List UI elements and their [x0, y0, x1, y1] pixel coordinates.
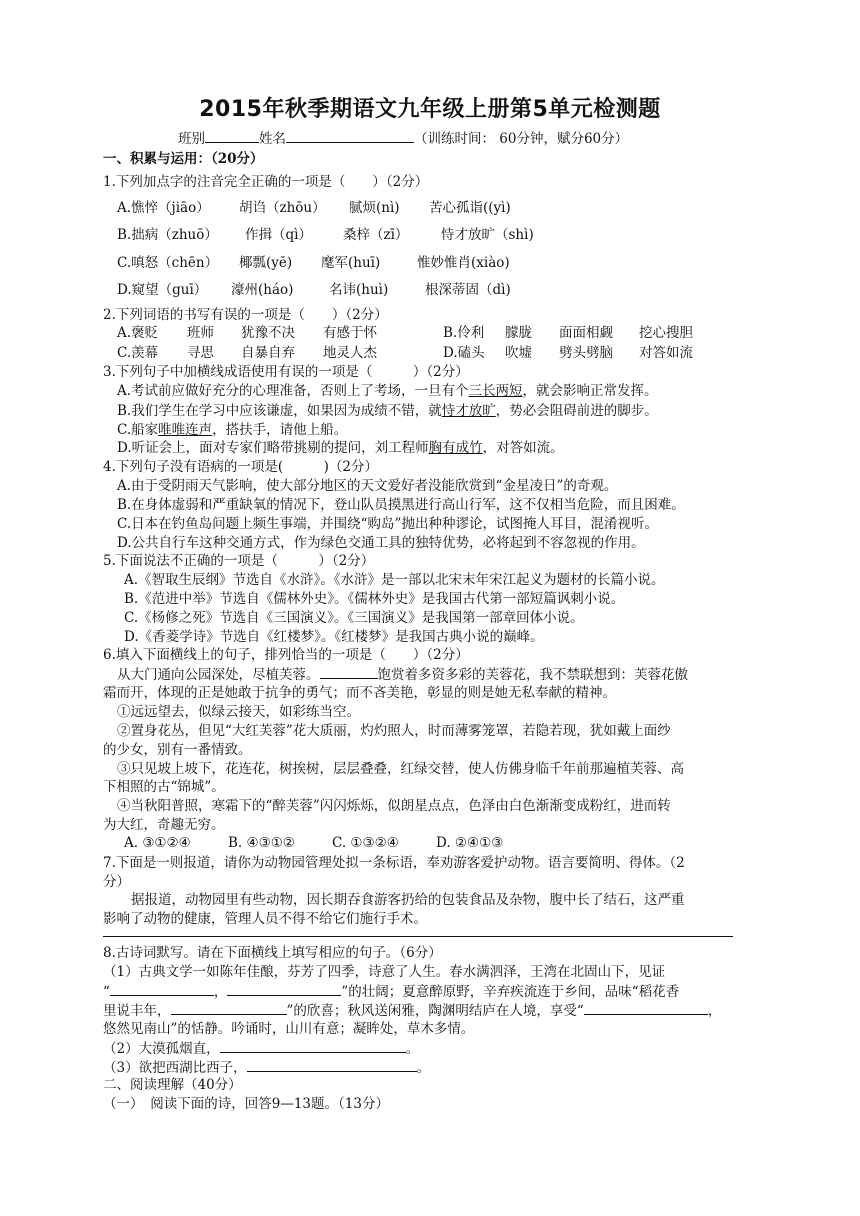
q8-blank-6[interactable]: [247, 1057, 417, 1072]
name-blank[interactable]: [286, 128, 414, 143]
q6-stem: 6.填入下面横线上的句子，排列恰当的一项是（ ）（2分）: [103, 647, 469, 663]
q6-sentence-4a: ④当秋阳普照，寒霜下的“醉芙蓉”闪闪烁烁，似朗星点点，色泽由白色渐渐变成粉红，进而转: [117, 798, 671, 814]
q2-stem: 2.下列词语的书写有误的一项是（ ）（2分）: [103, 307, 388, 323]
q4-option-b: B.在身体虚弱和严重缺氧的情况下，登山队员摸黑进行高山行军，这不仅相当危险，而且困难。: [117, 497, 685, 513]
q1-c-1: C.嗔怒（chēn）: [117, 255, 219, 271]
q3-option-c: C.船家唯唯连声，搭扶手，请他上船。: [117, 422, 348, 438]
q1-b-4: 恃才放旷（shì): [441, 227, 534, 243]
q1-b-3: 桑梓（zī）: [343, 227, 409, 243]
q7-stem-line1: 7.下面是一则报道，请你为动物园管理处拟一条标语，奉劝游客爱护动物。语言要简明、得体。（2: [103, 855, 685, 871]
q1-c-2: 椰瓢(yē): [239, 255, 293, 271]
q1-option-c: [117, 253, 510, 273]
q8-blank-2[interactable]: [227, 981, 341, 996]
class-label: 班别: [178, 131, 205, 147]
q1-stem: 1.下列加点字的注音完全正确的一项是（ ）（2分）: [103, 174, 429, 190]
q5-stem: 5.下面说法不正确的一项是（ ）（2分）: [103, 553, 375, 569]
q6-para-line1: 从大门通向公园深处，尽植芙蓉。 饱赏着多资多彩的芙蓉花，我不禁联想到：芙蓉花傲: [117, 664, 688, 685]
q8-blank-3[interactable]: [171, 1000, 287, 1015]
q8-line3: 里说丰年， ”的欣喜；秋风送闲雅，陶渊明结庐在人境，享受“ ，: [103, 1000, 721, 1021]
q5-option-d: D.《香菱学诗》节选自《红楼梦》。《红楼梦》是我国古典小说的巅峰。: [124, 629, 544, 645]
section1-heading: 一、积累与运用：（20分）: [103, 151, 264, 167]
q1-b-1: B.拙病（zhuō）: [117, 227, 218, 243]
q1-option-a: [117, 198, 511, 218]
q3-option-b: B.我们学生在学习中应该谦虚，如果因为成绩不错，就恃才放旷，势必会阻碍前进的脚步。: [117, 403, 658, 419]
q6-sentence-1: ①远远望去，似绿云接天，如彩练当空。: [117, 704, 360, 720]
q1-a-2: 胡诌（zhōu）: [239, 200, 326, 216]
q1-a-1: A.憔悴（jiāo）: [117, 200, 210, 216]
q1-d-2: 濠州(háo): [231, 282, 294, 298]
q6-sentence-2b: 的少女，别有一番情致。: [103, 742, 252, 758]
q4-option-d: D.公共自行车这种交通方式，作为绿色交通工具的独特优势，必将起到不容忽视的作用。: [117, 535, 645, 551]
q6-blank[interactable]: [320, 664, 378, 679]
q6-options: A. ③①②④ B. ④③①② C. ①③②④ D. ②④①③: [124, 835, 504, 851]
q6-sentence-3a: ③只见坡上坡下，花连花，树挨树，层层叠叠，红绿交替，使人仿佛身临千年前那遍植芙蓉、高: [117, 761, 684, 777]
q8-blank-5[interactable]: [220, 1038, 406, 1053]
q6-sentence-2a: ②置身花丛，但见“大红芙蓉”花大质丽，灼灼照人，时而薄雾笼罩，若隐若现，犹如戴上面纱: [117, 723, 671, 739]
q1-b-2: 作揖（qì）: [245, 227, 312, 243]
q1-c-4: 惟妙惟肖(xiào): [417, 255, 510, 271]
q1-d-4: 根深蒂固（dì): [425, 282, 511, 298]
q8-line4: 悠然见南山”的恬静。吟诵时，山川有意；凝眸处，草木多情。: [103, 1021, 475, 1037]
q1-a-3: 腻烦(nì): [349, 200, 400, 216]
class-blank[interactable]: [205, 128, 259, 143]
name-label: 姓名: [259, 131, 286, 147]
q7-stem-line2: 分）: [103, 874, 130, 890]
q4-stem: 4.下列句子没有语病的一项是( )（2分）: [103, 459, 379, 475]
q8-line6: （3）欲把西湖比西子， 。: [103, 1057, 430, 1078]
time-info: （训练时间： 60分钟，赋分60分）: [414, 131, 629, 147]
q5-option-a: A.《智取生辰纲》节选自《水浒》。《水浒》是一部以北宋末年宋江起义为题材的长篇小说。: [124, 572, 665, 588]
q8-line1: （1）古典文学一如陈年佳酿，芬芳了四季，诗意了人生。春水满泗泽，王湾在北固山下，见证: [103, 964, 666, 980]
q3-stem: 3.下列句子中加横线成语使用有误的一项是（ ）（2分）: [103, 364, 469, 380]
q6-para-line2: 霜而开，体现的正是她敢于抗争的勇气；而不吝美艳，彰显的则是她无私奉献的精神。: [103, 685, 616, 701]
q4-option-a: A.由于受阴雨天气影响，使大部分地区的天文爱好者没能欣赏到“金星凌日”的奇观。: [117, 478, 618, 494]
q8-stem: 8.古诗词默写。请在下面横线上填写相应的句子。（6分）: [103, 945, 442, 961]
q6-sentence-3b: 下相照的古“锦城”。: [103, 779, 225, 795]
q6-sentence-4b: 为大红，奇趣无穷。: [103, 817, 225, 833]
q7-report-line1: 据报道，动物园里有些动物，因长期吞食游客扔给的包装食品及杂物，腹中长了结石，这严重: [131, 892, 685, 908]
section2-sub-heading: （一） 阅读下面的诗，回答9—13题。（13分）: [103, 1096, 389, 1112]
q1-option-b: [117, 225, 534, 245]
q8-line5: （2）大漠孤烟直， 。: [103, 1038, 419, 1059]
q8-line2: “ ， ”的壮阔；夏意醉原野，辛弃疾流连于乡间，品味“稻花香: [103, 981, 679, 1002]
q1-c-3: 麾军(huī): [321, 255, 381, 271]
q1-option-d: [117, 280, 511, 300]
section2-heading: 二、阅读理解（40分）: [103, 1077, 242, 1093]
q1-d-3: 名讳(huì): [329, 282, 389, 298]
q8-blank-4[interactable]: [584, 1000, 708, 1015]
q5-option-c: C.《杨修之死》节选自《三国演义》。《三国演义》是我国第一部章回体小说。: [124, 610, 584, 626]
q7-answer-line[interactable]: [103, 936, 733, 937]
q1-d-1: D.窥望（guī）: [117, 282, 208, 298]
q2-options-ab: A.褒贬 班师 犹豫不决 有感于怀 B.伶利 朦胧 面面相觑 挖心搜胆: [117, 325, 693, 341]
q8-blank-1[interactable]: [110, 981, 214, 996]
student-info-line: [178, 128, 628, 149]
q1-a-4: 苦心孤诣((yì): [429, 200, 511, 216]
q7-report-line2: 影响了动物的健康，管理人员不得不给它们施行手术。: [103, 911, 427, 927]
q5-option-b: B.《范进中举》节选自《儒林外史》。《儒林外史》是我国古代第一部短篇讽刺小说。: [124, 591, 625, 607]
q3-option-d: D.听证会上，面对专家们略带挑剔的提问，刘工程师胸有成竹，对答如流。: [117, 440, 564, 456]
q3-option-a: A.考试前应做好充分的心理准备，否则上了考场，一旦有个三长两短，就会影响正常发挥。: [117, 383, 658, 399]
page-title: 2015年秋季期语文九年级上册第5单元检测题: [199, 97, 661, 122]
q2-options-cd: C.羡幕 寻思 自暴自弃 地灵人杰 D.磕头 吹墟 劈头劈脑 对答如流: [117, 345, 693, 361]
q4-option-c: C.日本在钓鱼岛问题上频生事端，并围绕“购岛”抛出种种谬论，试图掩人耳目，混淆视听。: [117, 516, 658, 532]
